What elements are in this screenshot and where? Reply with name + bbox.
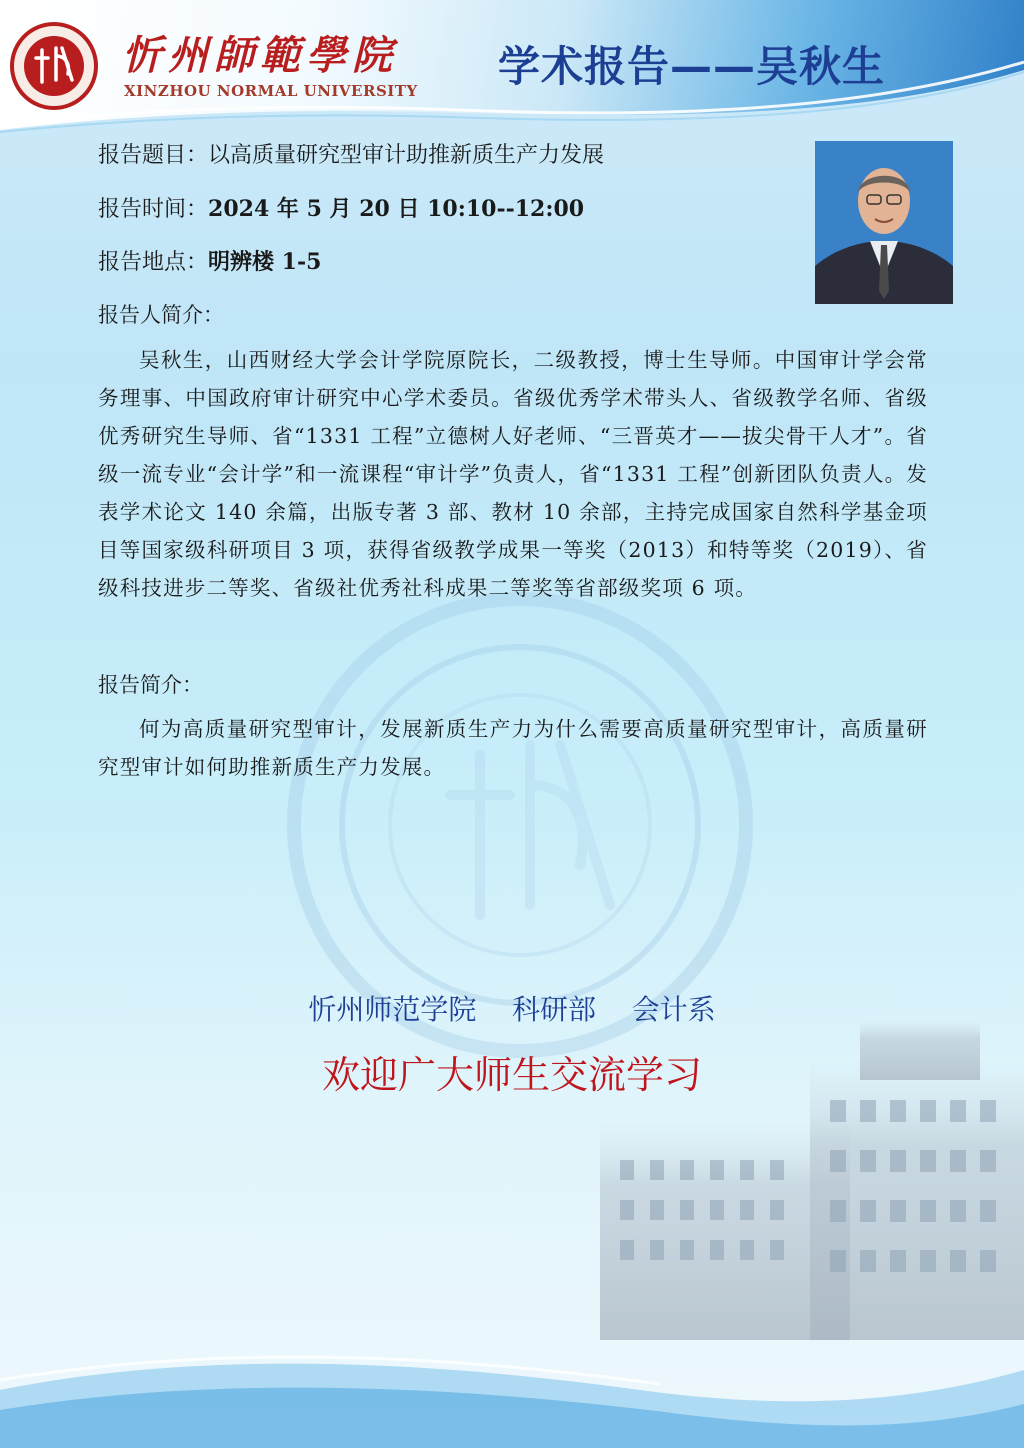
place-label: 报告地点：: [98, 250, 209, 275]
time-label: 报告时间：: [98, 197, 209, 222]
place-line: [98, 245, 321, 276]
topic-value: 以高质量研究型审计助推新质生产力发展: [208, 143, 605, 168]
footer-wave: [0, 1330, 1024, 1448]
time-value: 2024 年 5 月 20 日 10:10--12:00: [208, 196, 585, 222]
university-name-cn: 忻州師範學院: [122, 32, 398, 79]
report-summary-heading: 报告简介：: [98, 673, 203, 697]
topic-line: [98, 138, 604, 169]
speaker-bio-heading: 报告人简介：: [98, 303, 224, 327]
place-value: 明辨楼 1-5: [208, 249, 322, 275]
welcome-message: 欢迎广大师生交流学习: [321, 1053, 702, 1097]
organizers-line: 忻州师范学院 科研部 会计系: [308, 993, 716, 1026]
time-line: [98, 192, 584, 223]
page-title: 学术报告——吴秋生: [498, 42, 886, 91]
university-logo-seal: [10, 22, 98, 110]
speaker-bio-text: 吴秋生，山西财经大学会计学院原院长，二级教授，博士生导师。中国审计学会常务理事、中国政府审计研究中心学术委员。省级优秀学术带头人、省级教学名师、省级优秀研究生导师、省“1331 工程”立德树人好老师、“三晋英才——拔尖骨干人才”。省级一流专业“会计学”和一流课程“审计学”负责人，省“1331 工程”创新团队负责人。发表学术论文 140 余篇，出版专著 3 部、教材 10 余部，主持完成国家自然科学基金项目等国家级科研项目 3 项，获得省级教学成果一等奖（2013）和特等奖（2019）、省级科技进步二等奖、省级社优秀社科成果二等奖等省部级奖项 6 项。: [98, 348, 928, 600]
report-summary-text: 何为高质量研究型审计，发展新质生产力为什么需要高质量研究型审计，高质量研究型审计如何助推新质生产力发展。: [98, 717, 928, 779]
university-name-en: XINZHOU NORMAL UNIVERSITY: [124, 82, 418, 100]
topic-label: 报告题目：: [98, 143, 209, 168]
speaker-photo: [815, 141, 953, 304]
